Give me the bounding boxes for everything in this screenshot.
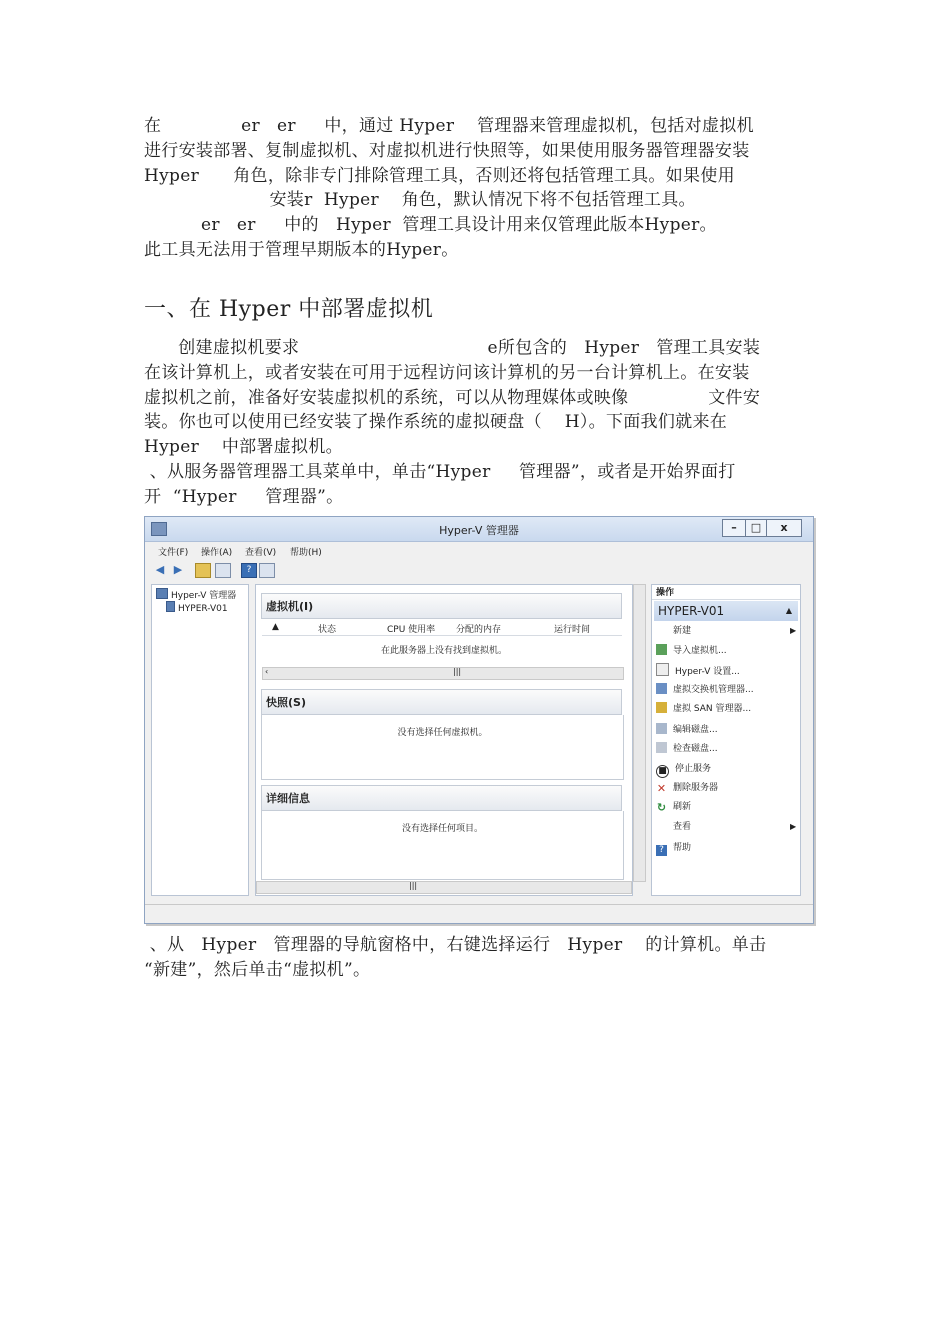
help-icon[interactable]: ?: [241, 563, 257, 578]
text-line: 此工具无法用于管理早期版本的Hyper。: [144, 239, 459, 260]
nav-server-label: HYPER-V01: [178, 604, 228, 614]
back-icon[interactable]: ◀: [155, 563, 165, 576]
action-view[interactable]: [656, 819, 797, 835]
menu-help[interactable]: 帮助(H): [290, 548, 322, 558]
text-line: 进行安装部署、复制虚拟机、对虚拟机进行快照等，如果使用服务器管理器安装: [144, 140, 750, 161]
navigation-pane: [151, 584, 249, 896]
action-refresh[interactable]: [656, 799, 691, 815]
actions-server-label: HYPER-V01: [658, 604, 725, 618]
action-label: 查看: [673, 822, 692, 832]
column-cpu[interactable]: CPU 使用率: [387, 625, 436, 635]
scroll-thumb-icon: |||: [409, 881, 418, 890]
text-line: er er 中的 Hyper 管理工具设计用来仅管理此版本Hyper。: [144, 215, 717, 236]
menu-view[interactable]: 查看(V): [245, 548, 277, 558]
column-uptime[interactable]: 运行时间: [554, 625, 591, 635]
submenu-arrow-icon: ▶: [790, 822, 797, 831]
vm-section-header: 虚拟机(I): [261, 593, 622, 619]
hyperv-manager-window: [144, 516, 814, 924]
vm-horizontal-scrollbar[interactable]: [262, 667, 624, 680]
action-edit-disk[interactable]: [656, 722, 718, 738]
text-line: 、从服务器管理器工具菜单中，单击“Hyper 管理器”，或者是开始界面打: [144, 461, 736, 482]
action-label: 新建: [673, 626, 692, 636]
scroll-left-icon[interactable]: ‹: [265, 667, 269, 676]
show-hide-tree-icon[interactable]: [215, 563, 231, 578]
text-line: 虚拟机之前，准备好安装虚拟机的系统，可以从物理媒体或映像 文件安: [144, 387, 761, 408]
text-line: Hyper 角色，除非专门排除管理工具，否则还将包括管理工具。如果使用: [144, 165, 735, 186]
action-inspect-disk[interactable]: [656, 741, 718, 757]
action-label: 帮助: [673, 843, 692, 853]
nav-root[interactable]: [156, 588, 236, 601]
sort-arrow-icon: ▲: [272, 622, 279, 632]
action-label: 导入虚拟机...: [673, 646, 727, 656]
action-label: 虚拟 SAN 管理器...: [673, 704, 752, 714]
action-stop-service[interactable]: [656, 761, 711, 777]
minimize-button[interactable]: –: [722, 519, 746, 537]
snapshot-empty-message: 没有选择任何虚拟机。: [397, 728, 488, 738]
action-label: 检查磁盘...: [673, 744, 718, 754]
action-import-vm[interactable]: [656, 643, 727, 659]
action-help[interactable]: [656, 840, 691, 856]
action-remove-server[interactable]: [656, 780, 718, 796]
window-title: Hyper-V 管理器: [439, 524, 519, 537]
section-heading: 一、在 Hyper 中部署虚拟机: [144, 297, 434, 322]
stop-icon: ■: [656, 765, 669, 778]
column-memory[interactable]: 分配的内存: [456, 625, 502, 635]
close-button[interactable]: x: [766, 519, 802, 537]
text-line: 在 er er 中，通过 Hyper 管理器来管理虚拟机，包括对虚拟机: [144, 116, 754, 136]
action-hyperv-settings[interactable]: [656, 663, 740, 679]
action-label: 编辑磁盘...: [673, 725, 718, 735]
vm-empty-message: 在此服务器上没有找到虚拟机。: [380, 646, 507, 656]
action-label: 停止服务: [675, 764, 712, 774]
title-bar: [145, 517, 813, 542]
vm-column-headers: [262, 621, 622, 636]
details-section-header: 详细信息: [261, 785, 622, 811]
server-manager-icon: [156, 588, 168, 599]
actions-header: 操作: [652, 585, 800, 600]
center-vertical-scrollbar[interactable]: [633, 584, 646, 882]
folder-up-icon[interactable]: [195, 563, 211, 578]
switch-icon: [656, 683, 667, 694]
text-line: 安装r Hyper 角色，默认情况下将不包括管理工具。: [144, 190, 696, 211]
action-label: 虚拟交换机管理器...: [673, 685, 754, 695]
san-icon: [656, 702, 667, 713]
action-pane-icon[interactable]: [259, 563, 275, 578]
text-line: Hyper 中部署虚拟机。: [144, 437, 343, 458]
collapse-icon[interactable]: ▲: [785, 606, 792, 615]
maximize-button[interactable]: □: [745, 519, 767, 537]
settings-icon: [656, 663, 669, 676]
forward-icon[interactable]: ▶: [173, 563, 183, 576]
scroll-thumb-icon: |||: [453, 667, 462, 676]
action-label: 删除服务器: [673, 783, 719, 793]
text-line: 、从 Hyper 管理器的导航窗格中，右键选择运行 Hyper 的计算机。单击: [144, 935, 767, 955]
details-empty-message: 没有选择任何项目。: [401, 824, 483, 834]
text-line: 在该计算机上，或者安装在可用于远程访问该计算机的另一台计算机上。在安装: [144, 362, 750, 383]
actions-pane: [651, 584, 801, 896]
text-line: 开 “Hyper 管理器”。: [144, 486, 344, 507]
action-vsan-manager[interactable]: [656, 701, 751, 717]
edit-disk-icon: [656, 723, 667, 734]
body-paragraph: [144, 336, 808, 510]
text-line: “新建”，然后单击“虚拟机”。: [144, 959, 371, 980]
menu-action[interactable]: 操作(A): [201, 548, 233, 558]
center-pane: [255, 584, 633, 896]
action-label: 刷新: [673, 802, 692, 812]
action-label: Hyper-V 设置...: [675, 667, 740, 677]
action-vswitch-manager[interactable]: [656, 682, 754, 698]
details-section-body: [261, 811, 624, 880]
snapshot-section-header: 快照(S): [261, 689, 622, 715]
help-icon: ?: [656, 845, 667, 856]
nav-server[interactable]: [166, 601, 228, 614]
delete-icon: ✕: [656, 782, 667, 795]
menu-file[interactable]: 文件(F): [158, 548, 189, 558]
snapshot-section-body: [261, 715, 624, 780]
text-line: 装。你也可以使用已经安装了操作系统的虚拟硬盘（ H）。下面我们就来在: [144, 412, 728, 433]
inspect-disk-icon: [656, 742, 667, 753]
actions-server-header[interactable]: [654, 601, 798, 621]
toolbar: [145, 560, 813, 580]
status-bar: [145, 904, 813, 923]
column-status[interactable]: 状态: [318, 625, 337, 635]
server-icon: [166, 601, 175, 612]
refresh-icon: ↻: [656, 801, 667, 814]
nav-root-label: Hyper-V 管理器: [171, 591, 237, 601]
action-new[interactable]: [656, 623, 797, 639]
import-icon: [656, 644, 667, 655]
step-caption: [144, 933, 808, 983]
submenu-arrow-icon: ▶: [790, 626, 797, 635]
menu-bar: [145, 542, 813, 560]
center-horizontal-scrollbar[interactable]: [256, 881, 632, 894]
intro-paragraph: [144, 114, 808, 263]
text-line: 创建虚拟机要求 e所包含的 Hyper 管理工具安装: [144, 338, 761, 358]
